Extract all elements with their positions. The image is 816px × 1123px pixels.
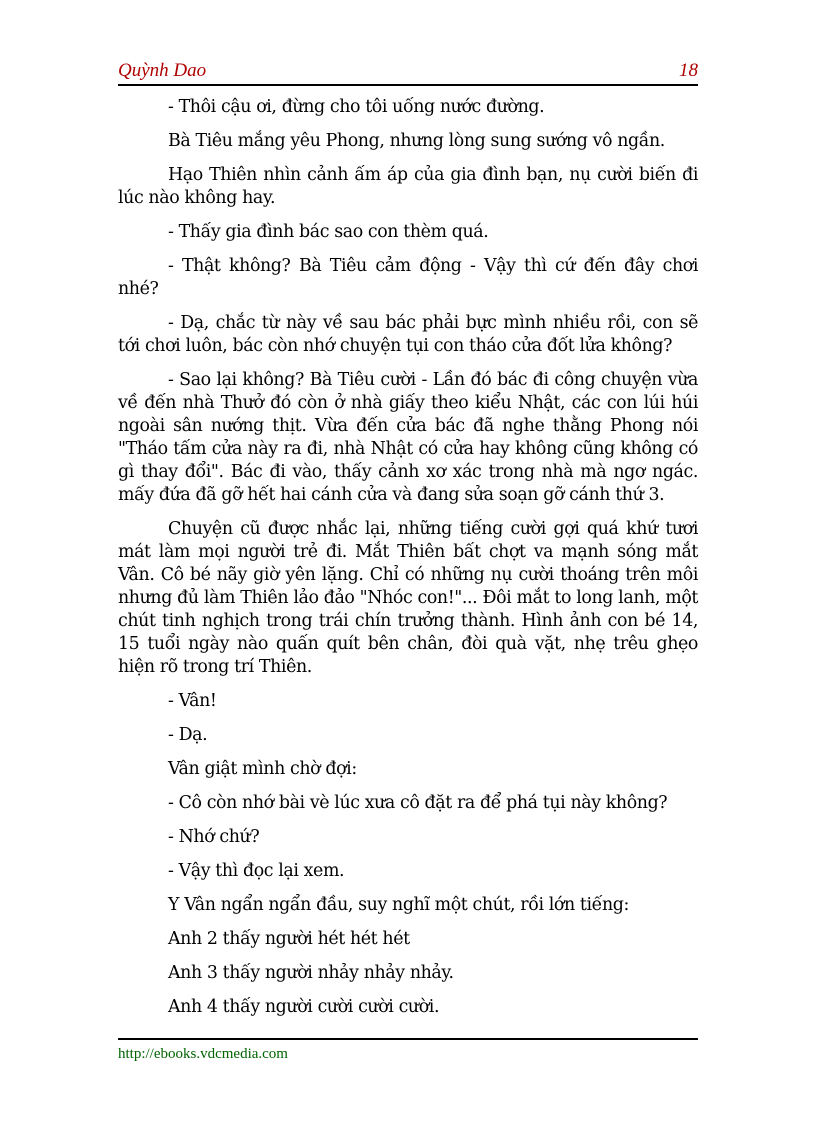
paragraph: - Nhớ chứ? [168,827,260,847]
page-header [118,60,698,82]
paragraph: - Thật không? Bà Tiêu cảm động - Vậy thì cứ đến đây chơi nhé? [118,256,698,299]
body-text [118,96,698,1030]
footer-url: http://ebooks.vdcmedia.com [118,1046,288,1062]
author-name: Quỳnh Dao [118,60,207,81]
paragraph: - Cô còn nhớ bài vè lúc xưa cô đặt ra để phá tụi này không? [168,793,668,813]
footer-rule [118,1038,698,1040]
paragraph: - Sao lại không? Bà Tiêu cười - Lần đó bác đi công chuyện vừa về đến nhà Thưở đó còn ở nhà giấy theo kiểu Nhật, các con lúi húi ngoài sân nướng thịt. Vừa đến cửa bác đã nghe thằng Phong nói "Tháo tấm cửa này ra đi, nhà Nhật có cửa hay không cũng không có gì thay đổi". Bác đi vào, thấy cảnh xơ xác trong nhà mà ngơ ngác. mấy đứa đã gỡ hết hai cánh cửa và đang sửa soạn gỡ cánh thứ 3. [118,370,698,505]
poem-line: Anh 3 thấy người nhảy nhảy nhảy. [168,963,454,983]
header-rule [118,84,698,86]
poem-line: Anh 4 thấy người cười cười cười. [168,997,440,1017]
paragraph: - Thấy gia đình bác sao con thèm quá. [168,222,489,242]
paragraph: - Dạ, chắc từ này về sau bác phải bực mình nhiều rồi, con sẽ tới chơi luôn, bác còn nhớ chuyện tụi con tháo cửa đốt lửa không? [118,313,698,356]
page-number: 18 [679,60,698,81]
paragraph: Chuyện cũ được nhắc lại, những tiếng cười gợi quá khứ tươi mát làm mọi người trẻ đi. Mắt Thiên bất chợt va mạnh sóng mắt Vân. Cô bé nãy giờ yên lặng. Chỉ có những nụ cười thoáng trên môi nhưng đủ làm Thiên lảo đảo "Nhóc con!"... Đôi mắt to long lanh, một chút tinh nghịch trong trái chín trưởng thành. Hình ảnh con bé 14, 15 tuổi ngày nào quấn quít bên chân, đòi quà vặt, nhẹ trêu ghẹo hiện rõ trong trí Thiên. [118,519,698,677]
paragraph: - Dạ. [168,725,208,745]
paragraph: - Thôi cậu ơi, đừng cho tôi uống nước đường. [168,97,545,117]
paragraph: - Vậy thì đọc lại xem. [168,861,345,881]
paragraph: Hạo Thiên nhìn cảnh ấm áp của gia đình bạn, nụ cười biến đi lúc nào không hay. [118,165,698,208]
paragraph: Vân giật mình chờ đợi: [168,759,357,779]
paragraph: - Vân! [168,691,217,711]
paragraph: Bà Tiêu mắng yêu Phong, nhưng lòng sung sướng vô ngần. [168,131,665,151]
paragraph: Y Vân ngẩn ngẩn đầu, suy nghĩ một chút, rồi lớn tiếng: [168,895,629,915]
poem-line: Anh 2 thấy người hét hét hét [168,929,410,949]
